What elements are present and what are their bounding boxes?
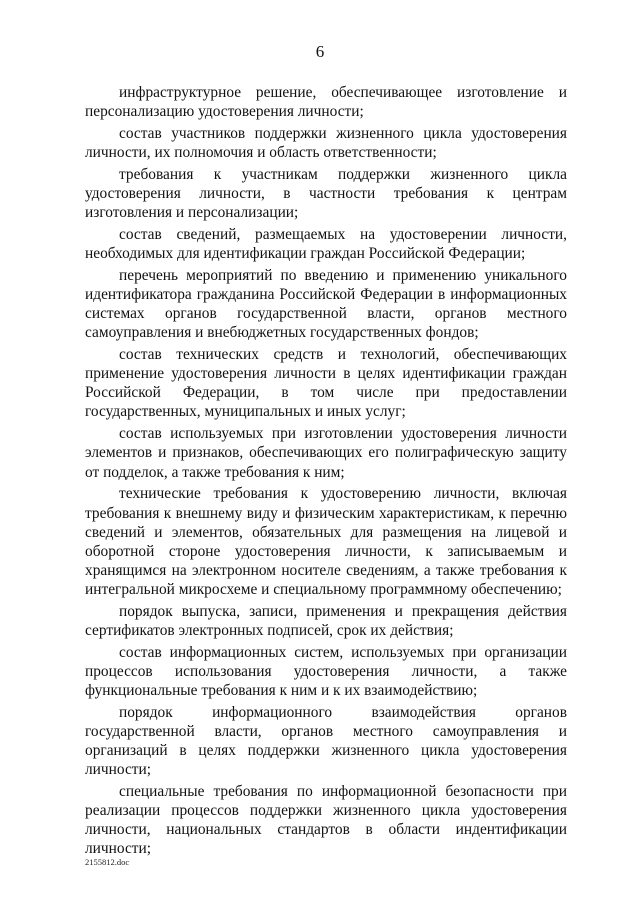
footer-filename: 2155812.doc [85,857,130,867]
paragraph: состав технических средств и технологий, обеспечивающих применение удостоверения личности в целях идентификации граждан Российской Федерации, в том числе при предоставлении государственных, муниципальных и иных услуг; [85,346,567,421]
paragraph: технические требования к удостоверению личности, включая требования к внешнему виду и физическим характеристикам, к перечню сведений и элементов, обязательных для размещения на лицевой и оборотной стороне удостоверения личности, к записываемым и хранящимся на электронном носителе сведениям, а также требования к интегральной микросхеме и специальному программному обеспечению; [85,485,567,598]
paragraph: порядок информационного взаимодействия органов государственной власти, органов местного самоуправления и организаций в целях поддержки жизненного цикла удостоверения личности; [85,703,567,779]
paragraph: требования к участникам поддержки жизненного цикла удостоверения личности, в частности требования к центрам изготовления и персонализации; [85,165,567,222]
paragraph: инфраструктурное решение, обеспечивающее изготовление и персонализацию удостоверения личности; [85,84,567,121]
paragraph: порядок выпуска, записи, применения и прекращения действия сертификатов электронных подписей, срок их действия; [85,602,567,639]
page-number: 6 [315,42,325,61]
paragraph: состав используемых при изготовлении удостоверения личности элементов и признаков, обеспечивающих его полиграфическую защиту от подделок, а также требования к ним; [85,425,567,481]
paragraph: перечень мероприятий по введению и применению уникального идентификатора гражданина Российской Федерации в информационных системах органов государственной власти, органов местного самоуправления и внебюджетных государственных фондов; [85,267,567,342]
paragraph: состав участников поддержки жизненного цикла удостоверения личности, их полномочия и область ответственности; [85,124,567,162]
paragraph: состав сведений, размещаемых на удостоверении личности, необходимых для идентификации граждан Российской Федерации; [85,226,567,263]
document-body [85,83,567,861]
paragraph: специальные требования по информационной безопасности при реализации процессов поддержки жизненного цикла удостоверения личности, национальных стандартов в области индентификации личности; [85,783,567,858]
paragraph: состав информационных систем, используемых при организации процессов использования удостоверения личности, а также функциональные требования к ним и к их взаимодействию; [85,643,567,699]
